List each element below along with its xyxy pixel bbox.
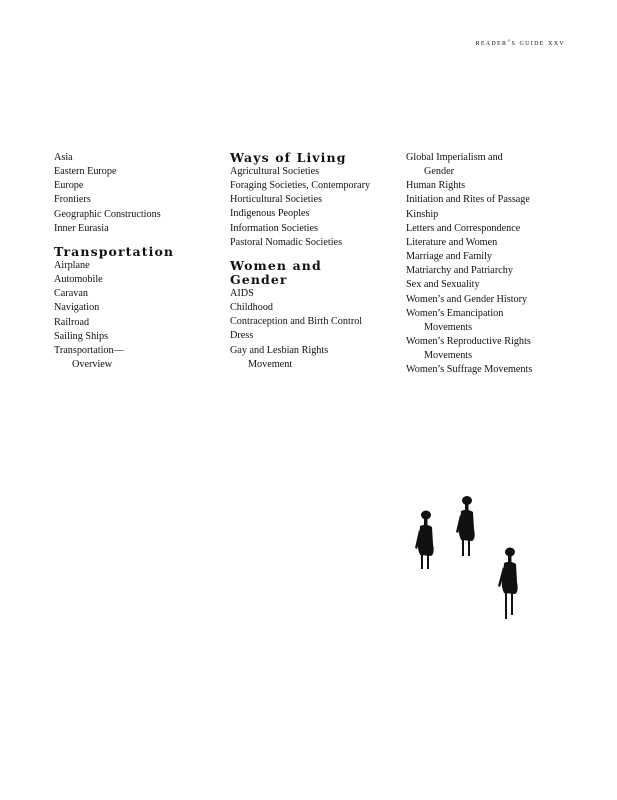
entry-item: Initiation and Rites of Passage: [406, 194, 530, 206]
entry-item: Sailing Ships: [54, 330, 109, 342]
entry-item: Global Imperialism and Gender: [406, 151, 576, 179]
entry-item: AIDS: [230, 287, 254, 299]
continuation-line: Gender: [230, 271, 288, 287]
entry-item: Women’s and Gender History: [406, 293, 528, 305]
entry-item: Kinship: [406, 208, 439, 220]
entry-item: Caravan: [54, 288, 88, 300]
entry-item: Letters and Correspondence: [406, 222, 521, 234]
entry-item: Railroad: [54, 316, 90, 328]
entry-item: Eastern Europe: [54, 166, 117, 178]
entry-item: Frontiers: [54, 194, 91, 206]
entry-item: Women’s Suffrage Movements: [406, 364, 533, 376]
entry-item: Horticultural Societies: [230, 194, 322, 206]
continuation-line: Gender: [424, 166, 454, 178]
woman-figure-icon: [456, 496, 475, 556]
entry-item: Gay and Lesbian Rights Movement: [230, 344, 400, 372]
running-head: reader’s guide xxv: [475, 37, 565, 47]
guide-column-3: [406, 151, 576, 378]
continuation-line: Overview: [72, 359, 113, 371]
entry-item: Transportation— Overview: [54, 344, 224, 372]
entry-list: [54, 151, 224, 236]
entry-item: Contraception and Birth Control: [230, 316, 363, 328]
entry-item: Information Societies: [230, 222, 318, 234]
entry-item: Women’s Emancipation Movements: [406, 307, 576, 335]
guide-column-1: [54, 151, 224, 372]
entry-list: [54, 259, 224, 372]
continuation-line: Movement: [248, 358, 293, 370]
entry-item: Geographic Constructions: [54, 208, 161, 220]
entry-item: Women’s Reproductive Rights Movements: [406, 335, 576, 363]
woman-figure-icon: [498, 548, 518, 620]
entry-item: Airplane: [54, 259, 90, 271]
entry-item: Literature and Women: [406, 236, 498, 248]
entry-item: Human Rights: [406, 180, 466, 192]
entry-item: Dress: [230, 330, 254, 342]
entry-item: Pastoral Nomadic Societies: [230, 236, 343, 248]
entry-list: [230, 287, 400, 372]
guide-section: [406, 151, 576, 378]
entry-item: Foraging Societies, Contemporary: [230, 180, 371, 192]
section-heading: Women and Gender: [230, 259, 400, 287]
continuation-line: Movements: [424, 350, 473, 362]
entry-item: Agricultural Societies: [230, 166, 320, 177]
section-heading: Ways of Living: [230, 150, 347, 165]
three-walking-women-figures-icon: [405, 496, 530, 626]
entry-item: Indigenous Peoples: [230, 208, 310, 220]
entry-item: Marriage and Family: [406, 251, 493, 263]
entry-item: Asia: [54, 152, 73, 163]
continuation-line: Movements: [424, 321, 473, 333]
entry-item: Automobile: [54, 274, 103, 286]
guide-column-2: [230, 151, 400, 372]
guide-section: [230, 151, 400, 250]
guide-section: [54, 245, 224, 372]
entry-item: Inner Eurasia: [54, 222, 109, 234]
entry-item: Sex and Sexuality: [406, 279, 480, 291]
entry-list: [406, 151, 576, 378]
entry-item: Europe: [54, 180, 84, 192]
entry-item: Childhood: [230, 302, 274, 314]
guide-section: [54, 151, 224, 236]
entry-item: Matriarchy and Patriarchy: [406, 265, 513, 277]
entry-list: [230, 165, 400, 250]
woman-figure-icon: [415, 511, 434, 570]
entry-item: Navigation: [54, 302, 100, 314]
guide-section: [230, 259, 400, 372]
section-heading: Transportation: [54, 243, 175, 259]
